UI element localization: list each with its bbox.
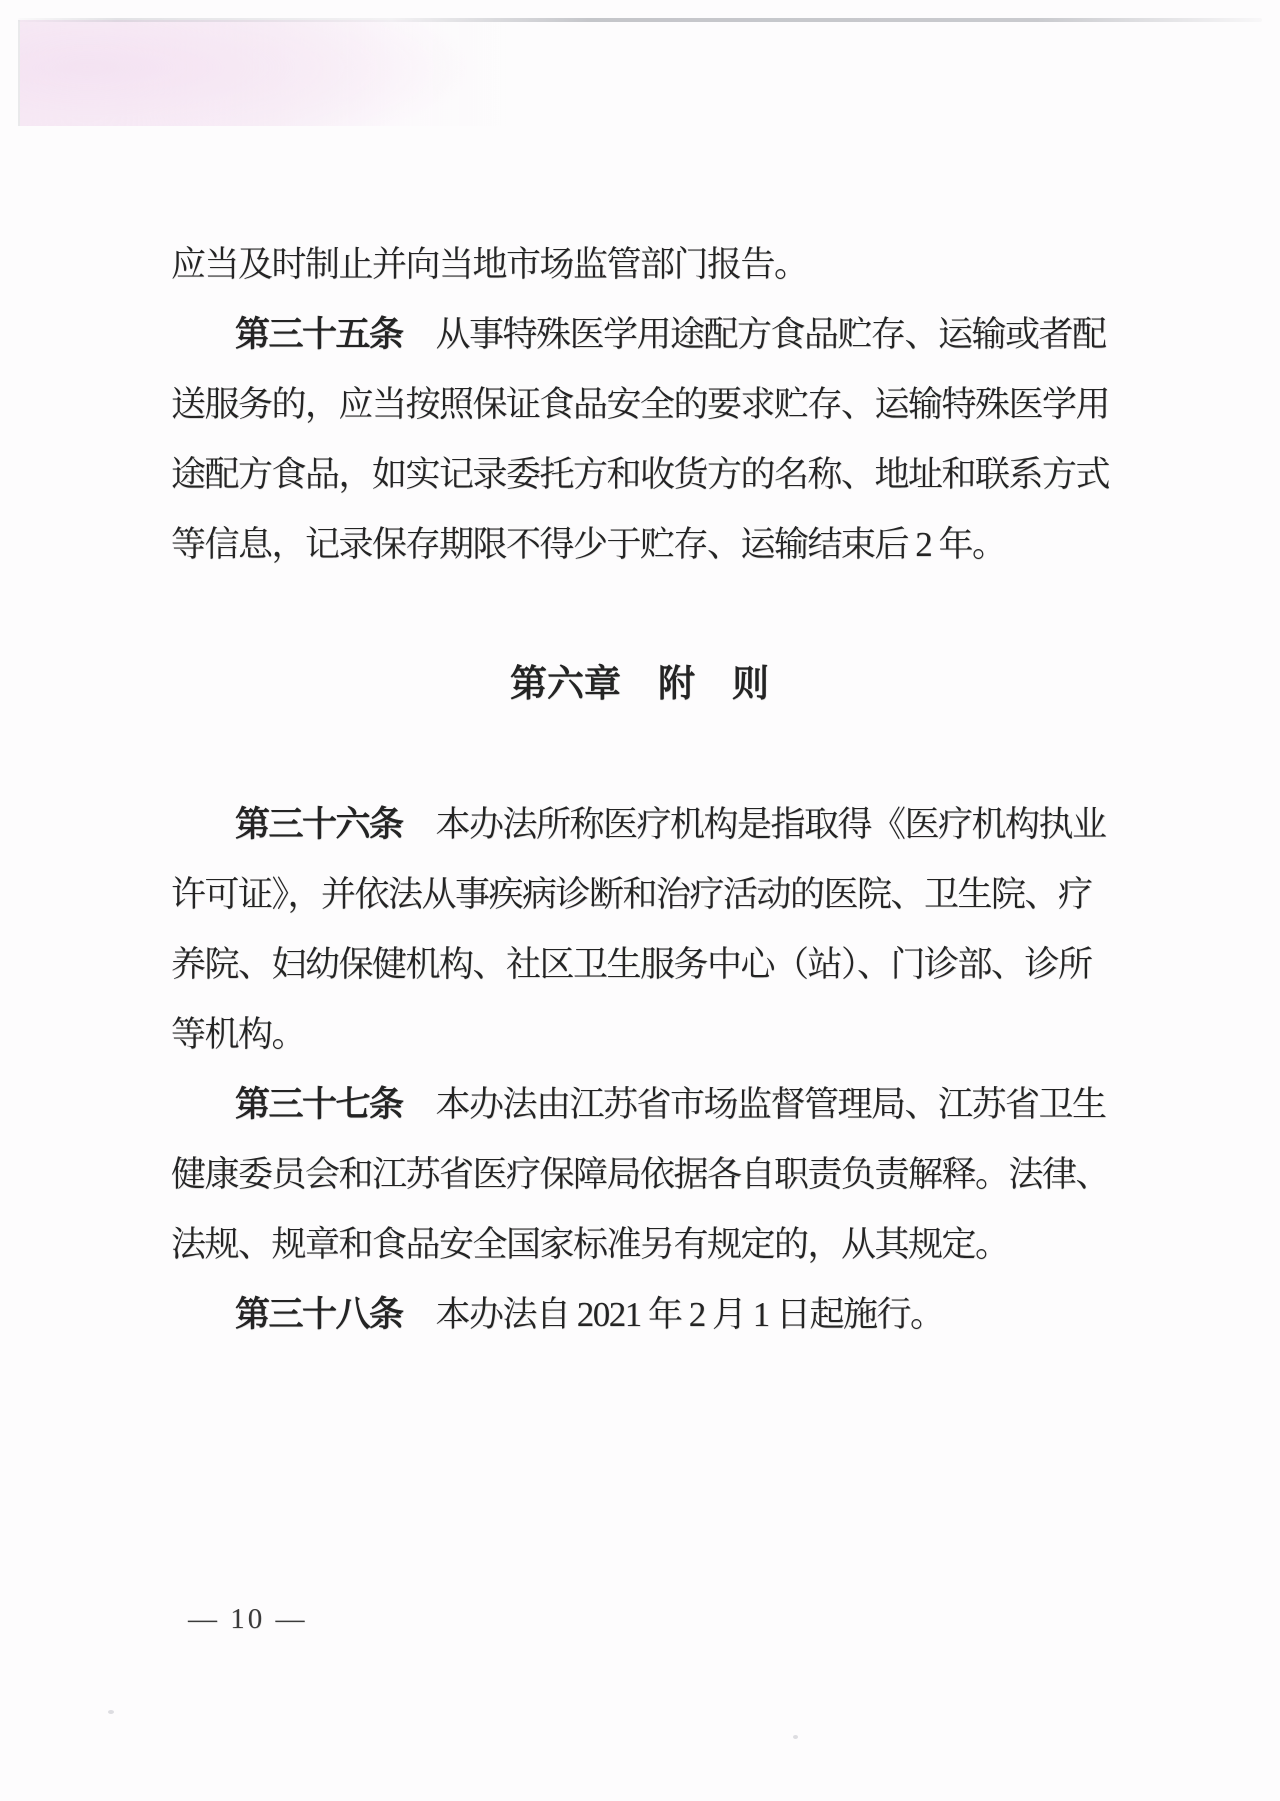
article-text: 本办法由江苏省市场监督管理局、江苏省卫生 xyxy=(435,1085,1106,1124)
article-number: 第三十八条 xyxy=(235,1295,403,1334)
scan-edge-line xyxy=(18,18,1262,22)
text-line: 送服务的，应当按照保证食品安全的要求贮存、运输特殊医学用 xyxy=(171,385,1110,424)
text-line: 应当及时制止并向当地市场监管部门报告。 xyxy=(171,245,808,284)
scan-speck xyxy=(108,1710,114,1714)
text-line: 途配方食品，如实记录委托方和收货方的名称、地址和联系方式 xyxy=(171,455,1110,494)
text-line-article-35 xyxy=(171,300,1108,370)
blank-line xyxy=(171,720,1108,790)
text-line-article-36 xyxy=(171,790,1108,860)
page-number: — 10 — xyxy=(188,1603,308,1635)
text-line: 养院、妇幼保健机构、社区卫生服务中心（站）、门诊部、诊所 xyxy=(171,945,1092,984)
pink-scan-stain xyxy=(18,20,580,126)
text-line-article-38 xyxy=(171,1280,1108,1350)
blank-line xyxy=(171,580,1108,650)
article-number: 第三十六条 xyxy=(235,805,403,844)
article-number: 第三十五条 xyxy=(235,315,403,354)
article-text: 从事特殊医学用途配方食品贮存、运输或者配 xyxy=(435,315,1106,354)
article-text: 本办法自 2021 年 2 月 1 日起施行。 xyxy=(435,1295,944,1334)
article-number: 第三十七条 xyxy=(235,1085,403,1124)
article-text: 本办法所称医疗机构是指取得《医疗机构执业 xyxy=(435,805,1106,844)
text-line: 法规、规章和食品安全国家标准另有规定的，从其规定。 xyxy=(171,1225,1009,1264)
text-line: 许可证》，并依法从事疾病诊断和治疗活动的医院、卫生院、疗 xyxy=(171,875,1092,914)
document-body xyxy=(171,230,1108,1350)
chapter-heading: 第六章 附 则 xyxy=(510,664,769,705)
text-line: 等机构。 xyxy=(171,1015,306,1054)
scan-speck xyxy=(793,1735,798,1739)
text-line: 等信息，记录保存期限不得少于贮存、运输结束后 2 年。 xyxy=(171,525,1006,564)
text-line: 健康委员会和江苏省医疗保障局依据各自职责负责解释。法律、 xyxy=(171,1155,1110,1194)
text-line-article-37 xyxy=(171,1070,1108,1140)
